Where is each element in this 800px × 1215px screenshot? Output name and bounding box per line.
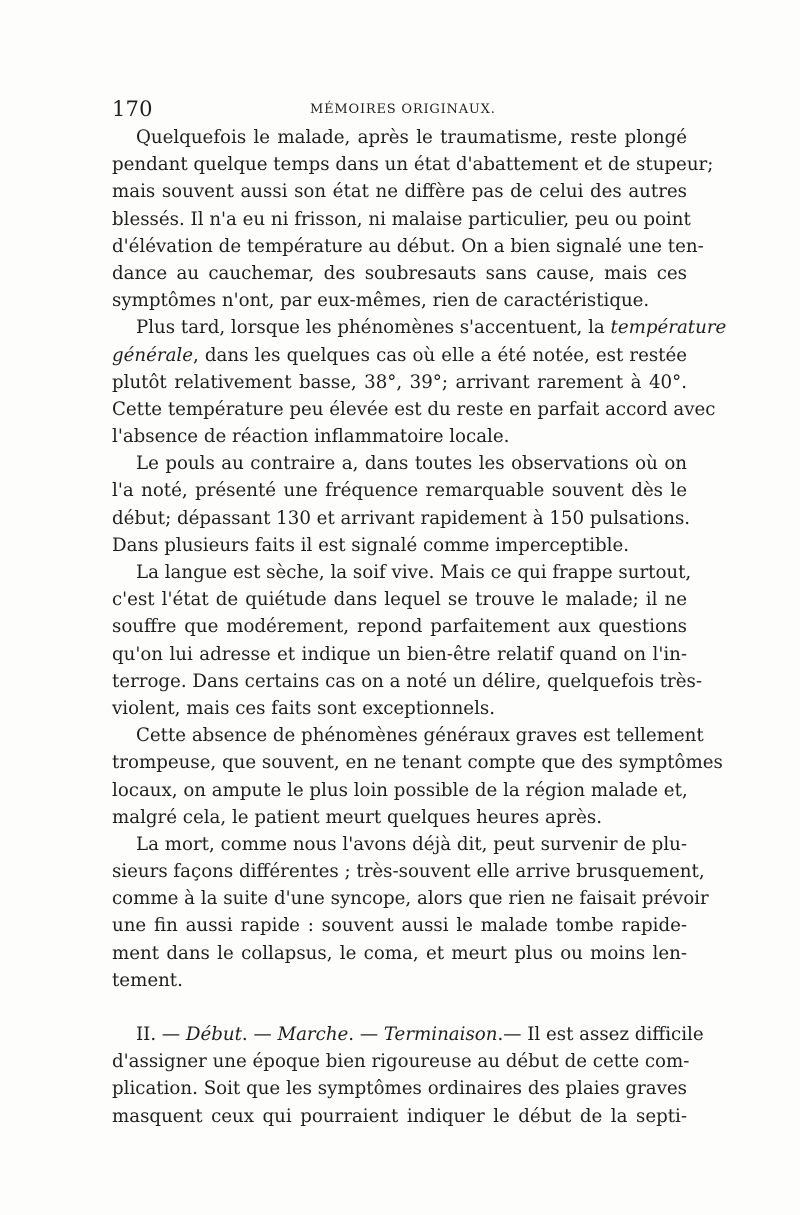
- text-line: malgré cela, le patient meurt quelques heures après.: [112, 806, 602, 828]
- text-line: souffre que modérement, repond parfaitement aux questions: [112, 616, 687, 638]
- text-line: masquent ceux qui pourraient indiquer le début de la septi-: [112, 1105, 687, 1127]
- section-dash: . —: [348, 1024, 384, 1045]
- text-line: sieurs façons différentes ; très-souvent elle arrive brusquement,: [112, 861, 705, 883]
- text-line: symptômes n'ont, par eux-mêmes, rien de caractéristique.: [112, 290, 650, 312]
- section-spacer: [112, 994, 687, 1021]
- text-span: Plus tard, lorsque les phénomènes s'accentuent, la: [136, 317, 611, 339]
- text-line: terroge. Dans certains cas on a noté un délire, quelquefois très-: [112, 670, 702, 692]
- text-line: dance au cauchemar, des soubresauts sans cause, mais ces: [112, 262, 687, 284]
- text-line: qu'on lui adresse et indique un bien-être relatif quand on l'in-: [112, 643, 687, 665]
- text-line: l'absence de réaction inflammatoire locale.: [112, 426, 510, 448]
- text-span: , dans les quelques cas où elle a été notée, est restée: [193, 344, 687, 366]
- text-line: pendant quelque temps dans un état d'abattement et de stupeur;: [112, 154, 714, 176]
- text-line: Cette température peu élevée est du reste en parfait accord avec: [112, 398, 716, 420]
- text-line: La langue est sèche, la soif vive. Mais ce qui frappe surtout,: [136, 562, 692, 583]
- text-line: plutôt relativement basse, 38°, 39°; arrivant rarement à 40°.: [112, 371, 687, 393]
- section-number: II. —: [136, 1024, 186, 1045]
- text-line-with-italic: [112, 342, 687, 369]
- text-span: .— Il est assez difficile: [497, 1024, 704, 1045]
- running-title: MÉMOIRES ORIGINAUX.: [310, 102, 496, 117]
- text-line: d'élévation de température au début. On a bien signalé une ten-: [112, 235, 704, 257]
- text-line: d'assigner une époque bien rigoureuse au début de cette com-: [112, 1051, 690, 1073]
- section-title-terminaison: Terminaison: [383, 1024, 498, 1045]
- italic-term: température: [610, 317, 727, 339]
- page-number: 170: [112, 97, 153, 121]
- text-line: comme à la suite d'une syncope, alors que rien ne faisait prévoir: [112, 888, 709, 910]
- text-line: plication. Soit que les symptômes ordinaires des plaies graves: [112, 1078, 687, 1100]
- section-dash: . —: [241, 1024, 278, 1045]
- text-line: Quelquefois le malade, après le traumatisme, reste plongé: [136, 127, 687, 148]
- text-line: Le pouls au contraire a, dans toutes les observations où on: [136, 453, 687, 475]
- section-title-marche: Marche: [277, 1024, 349, 1045]
- text-line: tement.: [112, 969, 183, 991]
- text-line: locaux, on ampute le plus loin possible de la région malade et,: [112, 779, 688, 801]
- italic-term: générale: [112, 344, 194, 366]
- text-line: ment dans le collapsus, le coma, et meurt plus ou moins len-: [112, 942, 687, 964]
- section-heading-line: [112, 1021, 704, 1048]
- text-line: trompeuse, que souvent, en ne tenant compte que des symptômes: [112, 752, 723, 774]
- text-line: mais souvent aussi son état ne diffère pas de celui des autres: [112, 181, 687, 203]
- text-line-with-italic: [112, 314, 727, 341]
- text-line: Dans plusieurs faits il est signalé comme imperceptible.: [112, 534, 630, 556]
- text-line: violent, mais ces faits sont exceptionnels.: [112, 697, 496, 719]
- text-line: une fin aussi rapide : souvent aussi le malade tombe rapide-: [112, 915, 687, 937]
- text-line: c'est l'état de quiétude dans lequel se trouve le malade; il ne: [112, 589, 687, 611]
- text-line: début; dépassant 130 et arrivant rapidement à 150 pulsations.: [112, 507, 691, 529]
- section-title-debut: Début: [185, 1024, 242, 1045]
- page-header: [112, 97, 687, 123]
- text-line: blessés. Il n'a eu ni frisson, ni malaise particulier, peu ou point: [112, 208, 691, 230]
- text-line: La mort, comme nous l'avons déjà dit, peut survenir de plu-: [136, 833, 687, 855]
- body-text: [112, 124, 727, 1130]
- text-line: Cette absence de phénomènes généraux graves est tellement: [136, 725, 704, 747]
- text-line: l'a noté, présenté une fréquence remarquable souvent dès le: [112, 480, 687, 502]
